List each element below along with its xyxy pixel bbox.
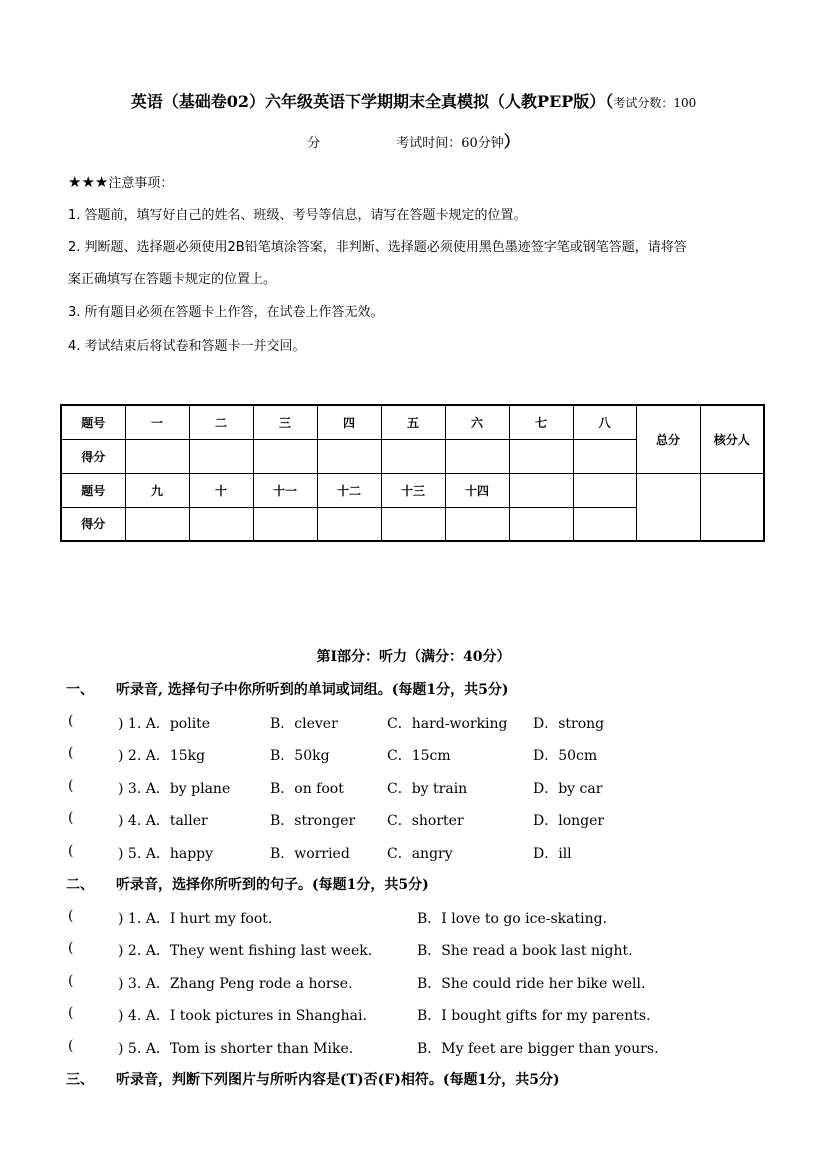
note-item: 3. 所有题目必须在答题卡上作答，在试卷上作答无效。	[68, 305, 384, 320]
total-score-label: 总分	[636, 405, 700, 473]
score-cell	[381, 439, 445, 473]
answer-blank[interactable]: (	[68, 973, 74, 989]
answer-blank[interactable]: (	[68, 713, 74, 729]
total-score-cell	[636, 473, 700, 541]
score-cell	[509, 439, 573, 473]
note-item: 案正确填写在答题卡规定的位置上。	[68, 272, 277, 287]
question-number-cell: 九	[125, 473, 189, 507]
question-number-cell: 十二	[317, 473, 381, 507]
question-number-cell: 六	[445, 405, 509, 439]
option-b: B．I love to go ice-skating.	[417, 911, 608, 927]
question-instruction: 听录音，判断下列图片与所听内容是(T)否(F)相符。(每题1分，共5分)	[116, 1072, 560, 1088]
answer-blank[interactable]: (	[68, 1038, 74, 1054]
star-icon: ★★★	[68, 173, 109, 191]
option-c: C．hard-working	[387, 716, 508, 732]
option-b: B．She read a book last night.	[417, 943, 633, 959]
question-instruction: 听录音，选择你所听到的句子。(每题1分，共5分)	[116, 877, 429, 893]
row-label-score: 得分	[61, 507, 125, 541]
option-a: ) 3. A．by plane	[118, 781, 231, 797]
notes-heading-text: 注意事项：	[108, 176, 174, 191]
option-d: D．50cm	[533, 748, 598, 764]
option-a: ) 1. A．I hurt my foot.	[118, 911, 273, 927]
option-c: C．angry	[387, 846, 453, 862]
question-number-cell: 十一	[253, 473, 317, 507]
option-a: ) 3. A．Zhang Peng rode a horse.	[118, 976, 353, 992]
empty-cell	[573, 473, 636, 507]
option-d: D．by car	[533, 781, 603, 797]
question-number: 二、	[66, 877, 94, 893]
exam-score-unit: 分	[307, 136, 321, 151]
exam-title-line2	[0, 130, 827, 156]
question-number-cell: 三	[253, 405, 317, 439]
score-cell	[381, 507, 445, 541]
score-cell	[189, 439, 253, 473]
option-a: ) 1. A．polite	[118, 716, 211, 732]
option-b: B．50kg	[270, 748, 330, 764]
notes-heading	[68, 172, 173, 194]
score-cell	[445, 507, 509, 541]
question-number: 三、	[66, 1072, 94, 1088]
question-number-cell: 七	[509, 405, 573, 439]
option-b: B．My feet are bigger than yours.	[417, 1041, 659, 1057]
score-cell	[189, 507, 253, 541]
option-b: B．I bought gifts for my parents.	[417, 1008, 651, 1024]
option-a: ) 5. A．Tom is shorter than Mike.	[118, 1041, 354, 1057]
row-label-question: 题号	[61, 405, 125, 439]
option-a: ) 4. A．I took pictures in Shanghai.	[118, 1008, 367, 1024]
question-heading	[66, 874, 429, 894]
score-cell	[253, 507, 317, 541]
score-cell	[445, 439, 509, 473]
note-item: 2. 判断题、选择题必须使用2B铅笔填涂答案，非判断、选择题必须使用黑色墨迹签字笔或钢笔答题，请将答	[68, 240, 687, 255]
score-cell	[125, 439, 189, 473]
question-number-cell: 八	[573, 405, 636, 439]
answer-blank[interactable]: (	[68, 778, 74, 794]
answer-blank[interactable]: (	[68, 940, 74, 956]
score-table	[60, 404, 765, 542]
option-c: C．shorter	[387, 813, 464, 829]
score-cell	[317, 507, 381, 541]
question-number: 一、	[66, 682, 94, 698]
exam-time-info: 考试时间：60分钟	[396, 136, 504, 151]
option-b: B．worried	[270, 846, 350, 862]
question-instruction: 听录音, 选择句子中你所听到的单词或词组。(每题1分，共5分)	[116, 682, 509, 698]
exam-title-main: 英语（基础卷02）六年级英语下学期期末全真模拟（人教PEP版）（	[130, 92, 614, 111]
empty-cell	[509, 473, 573, 507]
answer-blank[interactable]: (	[68, 908, 74, 924]
option-a: ) 4. A．taller	[118, 813, 208, 829]
question-number-cell: 一	[125, 405, 189, 439]
answer-blank[interactable]: (	[68, 745, 74, 761]
score-cell	[509, 507, 573, 541]
option-b: B．clever	[270, 716, 338, 732]
question-number-cell: 五	[381, 405, 445, 439]
option-c: C．by train	[387, 781, 468, 797]
exam-title	[0, 90, 827, 115]
option-b: B．stronger	[270, 813, 356, 829]
question-number-cell: 十四	[445, 473, 509, 507]
option-c: C．15cm	[387, 748, 451, 764]
question-heading	[66, 1069, 560, 1089]
exam-title-close: ）	[503, 132, 520, 151]
option-b: B．She could ride her bike well.	[417, 976, 646, 992]
question-number-cell: 十三	[381, 473, 445, 507]
checker-cell	[700, 473, 764, 541]
option-d: D．longer	[533, 813, 605, 829]
question-number-cell: 十	[189, 473, 253, 507]
answer-blank[interactable]: (	[68, 810, 74, 826]
option-a: ) 2. A．They went fishing last week.	[118, 943, 373, 959]
option-b: B．on foot	[270, 781, 344, 797]
checker-label: 核分人	[700, 405, 764, 473]
note-item: 1. 答题前，填写好自己的姓名、班级、考号等信息，请写在答题卡规定的位置。	[68, 208, 527, 223]
row-label-question: 题号	[61, 473, 125, 507]
question-number-cell: 二	[189, 405, 253, 439]
score-cell	[253, 439, 317, 473]
option-d: D．ill	[533, 846, 572, 862]
note-item: 4. 考试结束后将试卷和答题卡一并交回。	[68, 339, 306, 354]
score-cell	[573, 507, 636, 541]
exam-score-info: 考试分数：100	[613, 96, 697, 110]
option-a: ) 2. A．15kg	[118, 748, 206, 764]
section-title: 第Ⅰ部分：听力（满分：40分）	[316, 649, 511, 665]
row-label-score: 得分	[61, 439, 125, 473]
option-a: ) 5. A．happy	[118, 846, 214, 862]
question-heading	[66, 679, 508, 699]
option-d: D．strong	[533, 716, 605, 732]
score-cell	[573, 439, 636, 473]
question-number-cell: 四	[317, 405, 381, 439]
answer-blank[interactable]: (	[68, 843, 74, 859]
score-cell	[317, 439, 381, 473]
score-cell	[125, 507, 189, 541]
answer-blank[interactable]: (	[68, 1005, 74, 1021]
